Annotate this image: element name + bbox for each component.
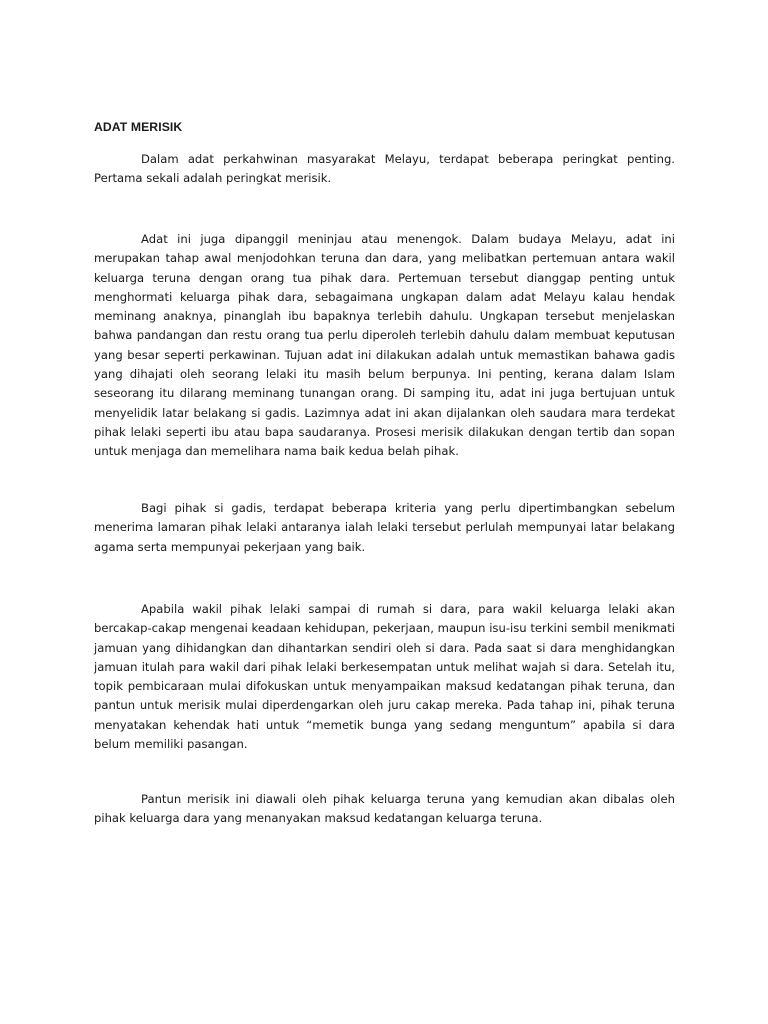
paragraph-intro: Dalam adat perkahwinan masyarakat Melayu, terdapat beberapa peringkat penting. Pertama sekali adalah peringkat merisik. xyxy=(94,152,675,186)
paragraph-pantun: Pantun merisik ini diawali oleh pihak keluarga teruna yang kemudian akan dibalas oleh pihak keluarga dara yang menanyakan maksud kedatangan keluarga teruna. xyxy=(94,792,675,826)
document-title: ADAT MERISIK xyxy=(94,120,183,134)
paragraph-meninjau: Adat ini juga dipanggil meninjau atau menengok. Dalam budaya Melayu, adat ini merupakan tahap awal menjodohkan teruna dan dara, yang melibatkan pertemuan antara wakil keluarga teruna dengan orang tua pihak dara. Pertemuan tersebut dianggap penting untuk menghormati keluarga pihak dara, sebagaimana ungkapan dalam adat Melayu kalau hendak meminang anaknya, pinanglah ibu bapaknya terlebih dahulu. Ungkapan tersebut menjelaskan bahwa pandangan dan restu orang tua perlu diperoleh terlebih dahulu dalam membuat keputusan yang besar seperti perkawinan. Tujuan adat ini dilakukan adalah untuk memastikan bahawa gadis yang dihajati oleh seorang lelaki itu masih belum berpunya. Ini penting, kerana dalam Islam seseorang itu dilarang meminang tunangan orang. Di samping itu, adat ini juga bertujuan untuk menyelidik latar belakang si gadis. Lazimnya adat ini akan dijalankan oleh saudara mara terdekat pihak lelaki seperti ibu atau bapa saudaranya. Prosesi merisik dilakukan dengan tertib dan sopan untuk menjaga dan memelihara nama baik kedua belah pihak. xyxy=(94,232,675,459)
paragraph-kriteria: Bagi pihak si gadis, terdapat beberapa kriteria yang perlu dipertimbangkan sebelum menerima lamaran pihak lelaki antaranya ialah lelaki tersebut perlulah mempunyai latar belakang agama serta mempunyai pekerjaan yang baik. xyxy=(94,501,675,554)
paragraph-kunjungan: Apabila wakil pihak lelaki sampai di rumah si dara, para wakil keluarga lelaki akan bercakap-cakap mengenai keadaan kehidupan, pekerjaan, maupun isu-isu terkini sembil menikmati jamuan yang dihidangkan dan dihantarkan sendiri oleh si dara. Pada saat si dara menghidangkan jamuan itulah para wakil dari pihak lelaki berkesempatan untuk melihat wajah si dara. Setelah itu, topik pembicaraan mulai difokuskan untuk menyampaikan maksud kedatangan pihak teruna, dan pantun untuk merisik mulai diperdengarkan oleh juru cakap mereka. Pada tahap ini, pihak teruna menyatakan kehendak hati untuk “memetik bunga yang sedang menguntum” apabila si dara belum memiliki pasangan. xyxy=(94,602,675,752)
